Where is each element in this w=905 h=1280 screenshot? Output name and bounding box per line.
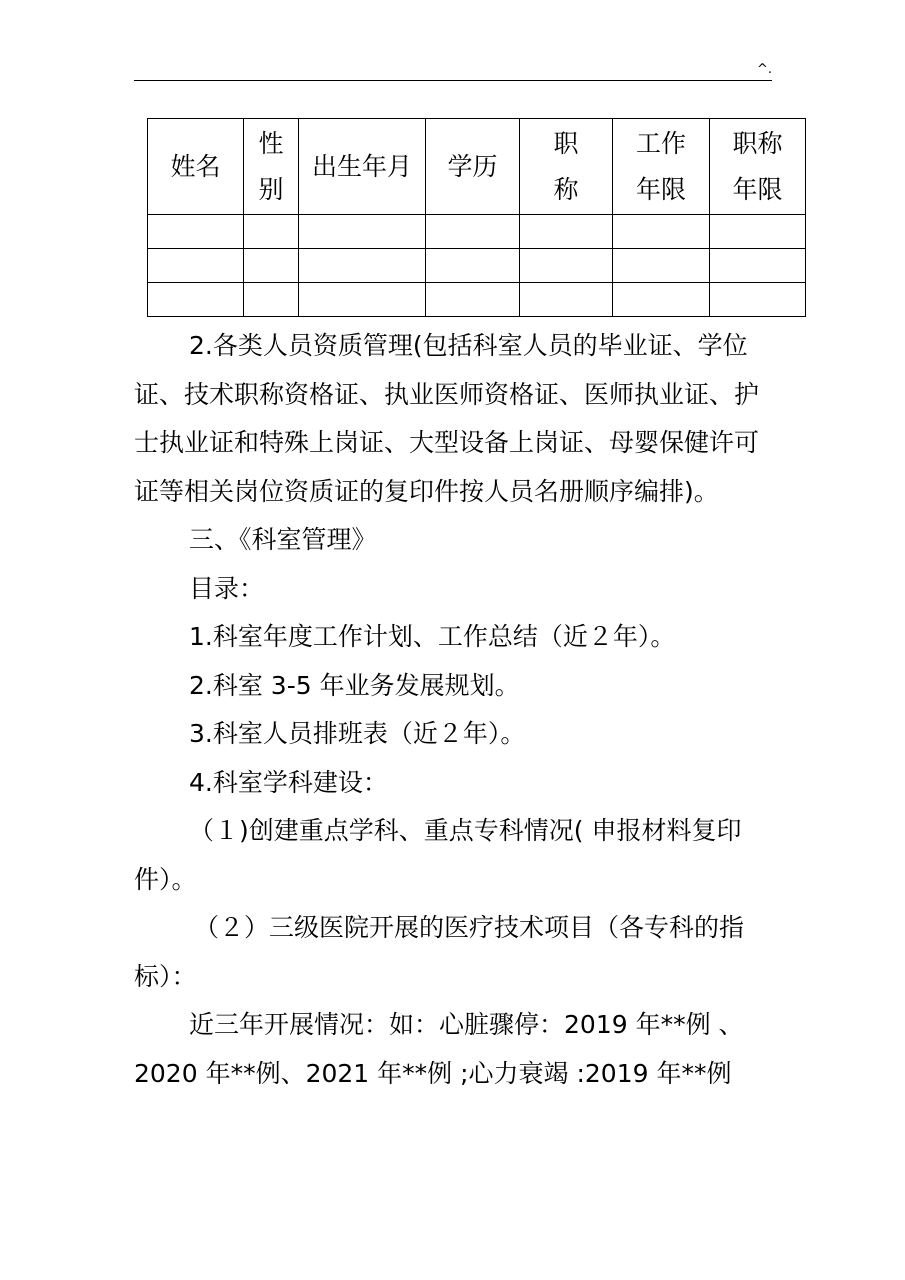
staff-info-table	[147, 118, 806, 317]
list-item: （２）三级医院开展的医疗技术项目（各专科的指标）：	[134, 913, 745, 991]
document-body	[134, 322, 774, 1098]
header-education: 学历	[426, 119, 520, 215]
table-cell	[299, 249, 426, 283]
list-item: （１)创建重点学科、重点专科情况( 申报材料复印件）。	[134, 816, 742, 894]
table-cell	[710, 283, 806, 317]
table-cell	[299, 215, 426, 249]
header-title-years: 职称 年限	[710, 119, 806, 215]
table-row	[148, 249, 806, 283]
paragraph-qualification-management: 2.各类人员资质管理(包括科室人员的毕业证、学位证、技术职称资格证、执业医师资格证、医师执业证、护士执业证和特殊上岗证、大型设备上岗证、母婴保健许可证等相关岗位资质证的复印件按人员名册顺序编排)。	[134, 331, 760, 506]
table-cell	[244, 283, 299, 317]
table-cell	[148, 249, 244, 283]
section-heading-department-management: 三、《科室管理》	[189, 525, 377, 554]
table-cell	[520, 283, 613, 317]
table-cell	[426, 215, 520, 249]
list-item: 1.科室年度工作计划、工作总结（近２年）。	[189, 622, 676, 651]
table-cell	[520, 215, 613, 249]
header-title: 职 称	[520, 119, 613, 215]
table-cell	[613, 249, 710, 283]
table-row	[148, 283, 806, 317]
header-rule	[134, 80, 772, 81]
table-cell	[520, 249, 613, 283]
table-cell	[613, 215, 710, 249]
table-cell	[244, 249, 299, 283]
header-birth-date: 出生年月	[299, 119, 426, 215]
paragraph-recent-cases: 近三年开展情况：如：心脏骤停：2019 年**例 、2020 年**例、2021 年**例 ;心力衰竭 :2019 年**例	[134, 1010, 744, 1088]
header-name: 姓名	[148, 119, 244, 215]
table-row	[148, 215, 806, 249]
table-cell	[426, 249, 520, 283]
table-cell	[148, 283, 244, 317]
list-item: 2.科室 3-5 年业务发展规划。	[189, 670, 520, 700]
table-cell	[710, 215, 806, 249]
list-item: 4.科室学科建设：	[189, 767, 388, 797]
table-cell	[426, 283, 520, 317]
list-item: 3.科室人员排班表（近２年）。	[189, 719, 526, 748]
table-cell	[299, 283, 426, 317]
table-header-row	[148, 119, 806, 215]
table-cell	[148, 215, 244, 249]
table-cell	[244, 215, 299, 249]
header-gender: 性 别	[244, 119, 299, 215]
table-cell	[613, 283, 710, 317]
table-cell	[710, 249, 806, 283]
table-of-contents-label: 目录：	[189, 573, 265, 603]
header-mark: ^.	[757, 62, 773, 77]
header-work-years: 工作 年限	[613, 119, 710, 215]
